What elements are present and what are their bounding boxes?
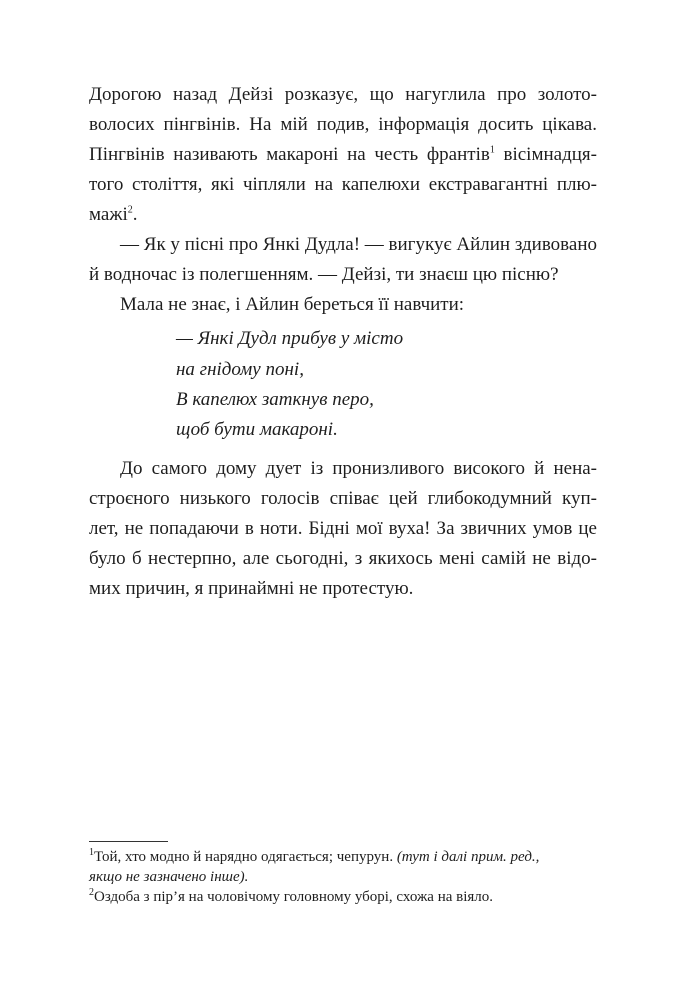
- footnote-number: 1: [89, 847, 94, 858]
- text-line: До самого дому дует із пронизливого високого й нена-: [120, 458, 597, 479]
- text-span: Пінгвінів називають макароні на честь франтів: [89, 144, 490, 165]
- footnote-note: (тут і далі прим. ред.,: [396, 849, 540, 865]
- text-line: — Як у пісні про Янкі Дудла! — вигукує Айлин здивовано: [120, 234, 597, 255]
- text-span: вісімнадця-: [503, 144, 597, 165]
- text-line: Дорогою назад Дейзі розказує, що нагуглила про золото-: [89, 84, 597, 105]
- text-line: мих причин, я принаймні не протестую.: [89, 578, 414, 599]
- text-line: Мала не знає, і Айлин береться її навчити:: [120, 294, 465, 315]
- text-line: строєного низького голосів співає цей глибокодумний куп-: [89, 488, 597, 509]
- footnote-text: Оздоба з пір’я на чоловічому головному уборі, схожа на віяло.: [94, 889, 494, 905]
- footnote: [89, 847, 597, 867]
- footnote-text: Той, хто модно й нарядно одягається; чепурун.: [94, 849, 394, 865]
- footnote-number: 2: [89, 887, 94, 898]
- text-line: було б нестерпно, але сьогодні, з якихось мені самій не відо-: [89, 548, 597, 569]
- text-line: [89, 200, 597, 230]
- footnote-ref[interactable]: 1: [489, 144, 495, 156]
- poem-line: — Янкі Дудл прибув у місто: [176, 328, 404, 349]
- poem-line: щоб бути макароні.: [176, 419, 338, 440]
- text-line: й водночас із полегшенням. — Дейзі, ти знаєш цю пісню?: [89, 264, 559, 285]
- footnote-note: якщо не зазначено інше).: [89, 869, 249, 885]
- text-line: волосих пінгвінів. На мій подив, інформація досить цікава.: [89, 114, 597, 135]
- text-span: .: [132, 204, 138, 225]
- text-line: того століття, які чіпляли на капелюхи екстравагантні плю-: [89, 174, 597, 195]
- text-span: мажі: [89, 204, 128, 225]
- footnote-continuation: [89, 867, 597, 887]
- text-line: лет, не попадаючи в ноти. Бідні мої вуха! За звичних умов це: [89, 518, 597, 539]
- footnote: [89, 887, 597, 907]
- poem-line: на гнідому поні,: [176, 359, 304, 380]
- footnote-divider: [89, 841, 168, 842]
- text-line: [89, 140, 597, 170]
- poem-line: В капелюх заткнув перо,: [176, 389, 374, 410]
- footnote-ref[interactable]: 2: [127, 204, 133, 216]
